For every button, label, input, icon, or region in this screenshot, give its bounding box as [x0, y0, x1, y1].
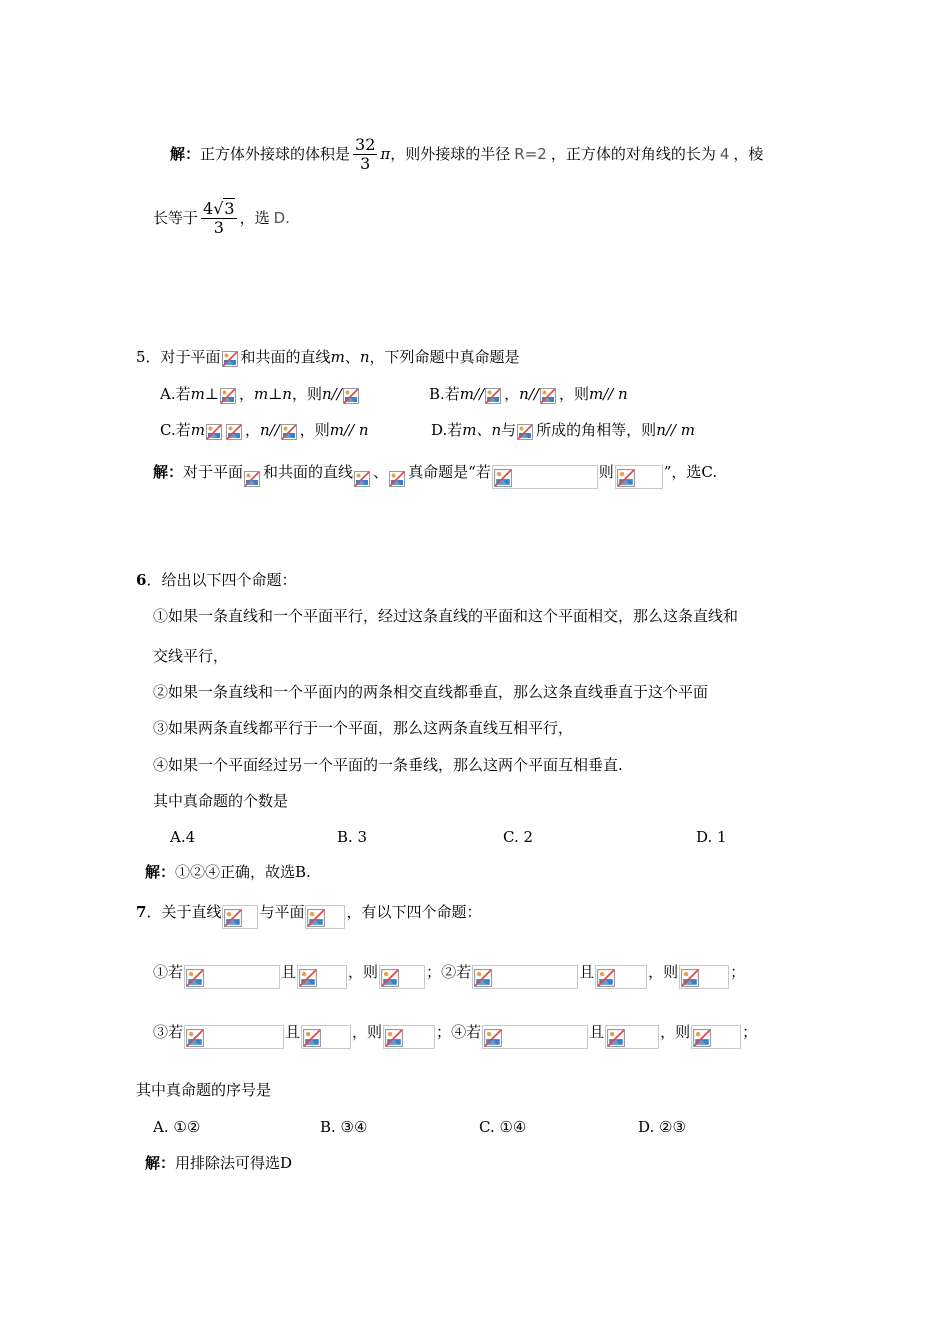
- q7-stem: [136, 898, 481, 929]
- q7-ask: 其中真命题的序号是: [136, 1081, 272, 1099]
- var-m: m: [190, 385, 205, 403]
- q6-option-c: C. 2: [503, 828, 534, 846]
- formula-image: [354, 469, 372, 487]
- q7-propositions-row1: [153, 958, 745, 989]
- formula: m⊥n: [253, 385, 292, 403]
- formula-image-frame: [615, 465, 663, 489]
- broken-image-icon: [343, 388, 359, 404]
- broken-image-icon: [354, 471, 370, 487]
- q7-option-d: D. ②③: [638, 1118, 686, 1136]
- broken-image-icon: [681, 969, 699, 987]
- text: ；: [436, 1023, 452, 1041]
- text: 且: [579, 963, 595, 981]
- broken-image-icon: [617, 469, 635, 487]
- formula: m//: [459, 385, 485, 403]
- text: ④若: [451, 1023, 482, 1041]
- text: 真命题是“若: [408, 463, 491, 481]
- radius-value: R=2: [514, 145, 547, 163]
- formula-image-frame: [492, 465, 598, 489]
- text: 、: [373, 463, 389, 481]
- broken-image-icon: [474, 969, 492, 987]
- broken-image-icon: [389, 471, 405, 487]
- denominator: 3: [213, 218, 224, 237]
- formula-image: [485, 386, 503, 404]
- text: 与: [501, 421, 517, 439]
- text: ①②④正确，故选B.: [175, 863, 311, 881]
- formula: m、n: [462, 421, 502, 439]
- broken-image-icon: [186, 1029, 204, 1047]
- text: ，: [244, 421, 260, 439]
- formula-image: [517, 422, 535, 440]
- solution-label: 解：: [145, 863, 176, 881]
- broken-image-icon: [597, 969, 615, 987]
- text: ，则: [348, 963, 379, 981]
- var-m: m: [190, 421, 205, 439]
- broken-image-icon: [517, 424, 533, 440]
- broken-image-icon: [540, 388, 556, 404]
- q7-propositions-row2: [153, 1018, 757, 1049]
- text: ，选: [239, 209, 270, 227]
- q5-option-b: [429, 384, 628, 404]
- formula-image-frame: [379, 965, 425, 989]
- numerator-coef: 4: [203, 199, 214, 218]
- text: 对于平面: [183, 463, 244, 481]
- formula-image-frame: [222, 905, 258, 929]
- formula-image: [343, 386, 361, 404]
- q6-solution: [145, 862, 311, 882]
- formula-image-alpha: [222, 349, 240, 367]
- text: ．关于直线: [146, 903, 222, 921]
- q6-proposition-1-cont: 交线平行，: [153, 647, 229, 665]
- var-m: m: [330, 348, 345, 366]
- text: ，则: [291, 385, 322, 403]
- var-n: n: [359, 348, 370, 366]
- q6-option-d: D. 1: [696, 828, 727, 846]
- text: ，下列命题中真命题是: [369, 348, 520, 366]
- formula: n//: [259, 421, 280, 439]
- formula: n// m: [656, 421, 695, 439]
- text: 长等于: [153, 209, 199, 227]
- q7-option-a: A. ①②: [153, 1118, 201, 1136]
- broken-image-icon: [385, 1029, 403, 1047]
- formula-image: [244, 469, 262, 487]
- formula-image-frame: [297, 965, 347, 989]
- fraction-32-3: [353, 136, 377, 173]
- text: ，有以下四个命题：: [346, 903, 482, 921]
- formula: n//: [321, 385, 342, 403]
- broken-image-icon: [186, 969, 204, 987]
- broken-image-icon: [307, 909, 325, 927]
- text: ，棱: [733, 145, 764, 163]
- text: ①若: [153, 963, 184, 981]
- q6-ask: 其中真命题的个数是: [153, 792, 289, 810]
- text: ；: [742, 1023, 758, 1041]
- numerator: 32: [355, 135, 376, 154]
- text: ，则: [299, 421, 330, 439]
- solution-label: 解：: [153, 463, 184, 481]
- text: D.若: [431, 421, 463, 439]
- q6-proposition-1: ①如果一条直线和一个平面平行，经过这条直线的平面和这个平面相交，那么这条直线和: [153, 607, 739, 625]
- q7-option-c: C. ①④: [479, 1118, 527, 1136]
- formula-image-frame: [605, 1025, 659, 1049]
- text: 所成的角相等，则: [536, 421, 657, 439]
- text: ，则: [352, 1023, 383, 1041]
- denominator: 3: [360, 154, 371, 173]
- text: 5．对于平面: [136, 348, 221, 366]
- formula-image-frame: [691, 1025, 741, 1049]
- broken-image-icon: [485, 388, 501, 404]
- text: ，则: [648, 963, 679, 981]
- text: 且: [589, 1023, 605, 1041]
- diagonal-value: 4: [719, 145, 730, 163]
- text: ③若: [153, 1023, 184, 1041]
- formula-image-frame: [383, 1025, 435, 1049]
- q6-proposition-4: ④如果一个平面经过另一个平面的一条垂线，那么这两个平面互相垂直.: [153, 756, 623, 774]
- q4-solution-line2: [153, 196, 290, 244]
- text: 与平面: [259, 903, 305, 921]
- question-number: 7: [136, 903, 147, 921]
- q6-stem: [136, 570, 296, 590]
- formula-image: [206, 422, 224, 440]
- broken-image-icon: [222, 351, 238, 367]
- broken-image-icon: [206, 424, 222, 440]
- formula-image-frame: [184, 1025, 284, 1049]
- q6-option-b: B. 3: [337, 828, 368, 846]
- text: ，则外接球的半径: [390, 145, 511, 163]
- text: ，则: [558, 385, 589, 403]
- formula-image-frame: [184, 965, 280, 989]
- formula-image: [281, 422, 299, 440]
- formula: m// n: [588, 385, 628, 403]
- text: ；: [730, 963, 746, 981]
- broken-image-icon: [607, 1029, 625, 1047]
- text: A.若: [160, 385, 191, 403]
- broken-image-icon: [281, 424, 297, 440]
- q4-solution-line1: [170, 134, 763, 178]
- text: 且: [285, 1023, 301, 1041]
- text: ，: [238, 385, 254, 403]
- text: ；: [426, 963, 442, 981]
- formula-image: [226, 422, 244, 440]
- broken-image-icon: [303, 1029, 321, 1047]
- formula-image-frame: [482, 1025, 588, 1049]
- text: 和共面的直线: [240, 348, 331, 366]
- text: ，则: [660, 1023, 691, 1041]
- text: 、: [344, 348, 360, 366]
- broken-image-icon: [220, 388, 236, 404]
- q6-proposition-2: ②如果一条直线和一个平面内的两条相交直线都垂直，那么这条直线垂直于这个平面: [153, 683, 709, 701]
- formula-image-frame: [679, 965, 729, 989]
- broken-image-icon: [693, 1029, 711, 1047]
- q6-option-a: A.4: [170, 828, 196, 846]
- text: ，正方体的对角线的长为: [550, 145, 716, 163]
- q5-option-a: [160, 384, 362, 404]
- radicand: 3: [224, 199, 235, 218]
- text: 用排除法可得选D: [175, 1154, 293, 1172]
- broken-image-icon: [244, 471, 260, 487]
- text: ”，选C.: [663, 463, 718, 481]
- formula: n//: [519, 385, 539, 403]
- q5-option-c: [160, 420, 369, 440]
- text: 和共面的直线: [263, 463, 354, 481]
- text: ②若: [441, 963, 472, 981]
- broken-image-icon: [224, 909, 242, 927]
- text: 正方体外接球的体积是: [200, 145, 351, 163]
- pi-symbol: π: [380, 145, 391, 163]
- broken-image-icon: [484, 1029, 502, 1047]
- text: C.若: [160, 421, 191, 439]
- formula-image-frame: [595, 965, 647, 989]
- q5-stem: [136, 347, 520, 367]
- q5-option-d: [431, 420, 695, 440]
- formula-image-frame: [305, 905, 345, 929]
- text: B.若: [429, 385, 460, 403]
- formula-image: [389, 469, 407, 487]
- text: 且: [281, 963, 297, 981]
- formula-image: [220, 386, 238, 404]
- text: ．给出以下四个命题：: [146, 571, 297, 589]
- text: ，: [504, 385, 520, 403]
- broken-image-icon: [299, 969, 317, 987]
- broken-image-icon: [494, 469, 512, 487]
- question-number: 6: [136, 571, 147, 589]
- text: ⊥: [204, 385, 219, 403]
- broken-image-icon: [381, 969, 399, 987]
- q5-solution: [153, 458, 717, 489]
- q6-proposition-3: ③如果两条直线都平行于一个平面，那么这两条直线互相平行，: [153, 719, 574, 737]
- text: 则: [598, 463, 614, 481]
- formula: m// n: [329, 421, 369, 439]
- formula-image: [540, 386, 558, 404]
- solution-label: 解：: [170, 145, 201, 163]
- answer: D.: [273, 209, 290, 227]
- solution-label: 解：: [145, 1154, 176, 1172]
- q7-solution: [145, 1153, 292, 1173]
- formula-image-frame: [472, 965, 578, 989]
- fraction-4root3-3: $\frac{4√3}{3}$: [203, 199, 235, 237]
- formula-image-frame: [301, 1025, 351, 1049]
- q7-option-b: B. ③④: [320, 1118, 368, 1136]
- broken-image-icon: [226, 424, 242, 440]
